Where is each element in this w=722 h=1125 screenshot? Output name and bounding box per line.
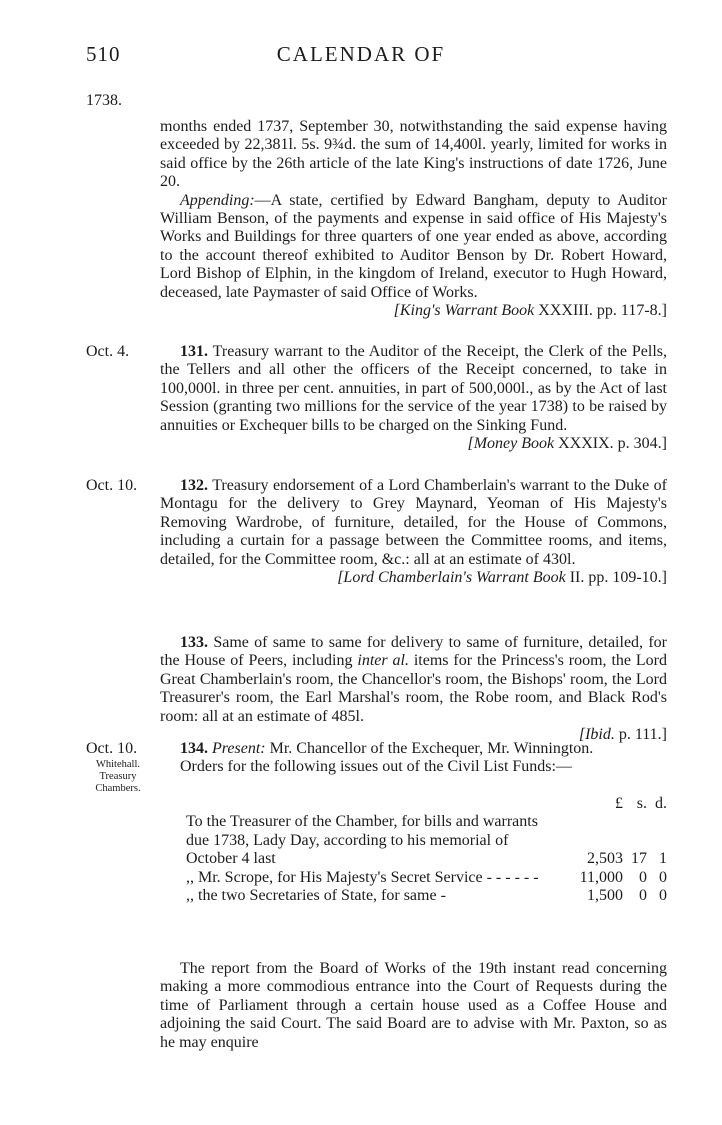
reference-pages: XXXIII. pp. 117-8.]	[538, 302, 667, 320]
issue-pence: 0	[659, 868, 667, 886]
reference-book: [Ibid.	[578, 726, 615, 744]
continuation-text: months ended 1737, September 30, notwithstanding the said expense having exceeded by 22,381l. 5s. 9¾d. the sum of 14,400l. yearly, limited for works in said office by the 26th article of the late King's instructions of date 1726, June 20.	[160, 118, 667, 191]
entry-131	[160, 343, 667, 453]
entry-133	[160, 634, 667, 744]
issue-text: To the Treasurer of the Chamber, for bills and warrants due 1738, Lady Day, according to his memorial of October 4 last	[186, 813, 538, 868]
entry-number: 131.	[180, 343, 208, 360]
appending-label: Appending:	[180, 191, 255, 209]
reference-pages: XXXIX. p. 304.]	[558, 435, 667, 453]
orders-line: Orders for the following issues out of the Civil List Funds:—	[180, 758, 572, 776]
reference-book: [Money Book	[467, 435, 555, 453]
reference	[160, 569, 667, 587]
report-text: The report from the Board of Works of the 19th instant read concerning making a more commodious entrance into the Court of Requests during the time of Parliament through a certain house used as a Coffee House and adjoining the said Court. The said Board are to advise with Mr. Paxton, so as he may enquire	[160, 960, 667, 1051]
margin-year: 1738.	[86, 92, 122, 109]
entry-text-italic: inter al.	[357, 652, 409, 670]
entry-134	[160, 740, 667, 777]
entry-132-date: Oct. 10.	[86, 477, 138, 494]
issues-header	[186, 795, 667, 813]
issue-pounds: 11,000	[579, 868, 623, 886]
present-label: Present:	[212, 740, 266, 757]
col-shillings: s.	[636, 795, 647, 812]
entry-number: 132.	[180, 477, 208, 494]
entry-number: 133.	[180, 634, 208, 651]
issue-shillings: 0	[639, 887, 647, 905]
issue-row	[186, 887, 667, 905]
col-pounds: £	[615, 795, 623, 812]
issue-shillings: 0	[639, 868, 647, 886]
issue-shillings: 17	[631, 850, 647, 868]
entry-continuation	[160, 118, 667, 320]
issue-pounds: 2,503	[587, 850, 623, 868]
entry-text: Treasury endorsement of a Lord Chamberlain's warrant to the Duke of Montagu for the delivery to Grey Maynard, Yeoman of His Majesty's Removing Wardrobe, of furniture, detailed, for the House of Commons, including a curtain for a passage between the Committee rooms, and items, detailed, for the Committee room, &c.: all at an estimate of 430l.	[160, 477, 667, 568]
issue-row	[186, 869, 667, 887]
appending-text: —A state, certified by Edward Bangham, deputy to Auditor William Benson, of the payments and expense in said office of His Majesty's Works and Buildings for three quarters of one year ended as above, according to the account thereof exhibited to Auditor Benson by Dr. Robert Howard, Lord Bishop of Elphin, in the kingdom of Ireland, executor to Hugh Howard, deceased, late Paymaster of said Office of Works.	[160, 191, 667, 301]
entry-132	[160, 477, 667, 587]
entry-text: Treasury warrant to the Auditor of the Receipt, the Clerk of the Pells, the Tellers and all other the officers of the Receipt concerned, to take in 100,000l. in three per cent. annuities, in part of 500,000l., as by the Act of last Session (granting two millions for the service of the year 1738) to be raised by annuities or Exchequer bills to be charged on the Sinking Fund.	[160, 343, 667, 434]
entry-131-date: Oct. 4.	[86, 343, 130, 360]
col-pence: d.	[655, 795, 667, 812]
entry-number: 134.	[180, 740, 208, 757]
appending-paragraph	[160, 192, 667, 302]
place-line: Whitehall.	[95, 759, 141, 770]
entry-134-place	[86, 759, 150, 795]
issue-pounds: 1,500	[587, 887, 623, 905]
issue-text: ,, Mr. Scrope, for His Majesty's Secret Service - - - - - -	[186, 868, 539, 886]
issue-pence: 1	[659, 850, 667, 868]
entry-text-a: Same of same to same for delivery to same of furniture, detailed, for the House of Peers, including	[160, 634, 668, 670]
entry-text-b: items for the Princess's room, the Lord Great Chamberlain's room, the Chancellor's room, the Bishops' room, the Lord Treasurer's room, the Earl Marshal's room, the Robe room, and Black Rod's room: all at an estimate of 485l.	[160, 652, 668, 725]
issues-table	[186, 795, 667, 905]
reference-pages: p. 111.]	[618, 726, 667, 744]
entry-134-date: Oct. 10.	[86, 740, 138, 757]
reference-pages: II. pp. 109-10.]	[569, 569, 667, 587]
entry-134-report	[160, 960, 667, 1052]
reference	[160, 302, 667, 320]
running-title: CALENDAR OF	[276, 42, 446, 66]
present-text: Mr. Chancellor of the Exchequer, Mr. Winnington.	[269, 740, 594, 757]
place-line: Chambers.	[95, 783, 141, 794]
issue-pence: 0	[659, 887, 667, 905]
reference-book: [Lord Chamberlain's Warrant Book	[337, 569, 566, 587]
reference	[160, 435, 667, 453]
issue-text: ,, the two Secretaries of State, for same -	[186, 887, 446, 905]
issue-row	[186, 813, 667, 868]
page-number: 510	[86, 42, 121, 66]
reference-book: [King's Warrant Book	[393, 302, 535, 320]
place-line: Treasury	[99, 771, 137, 782]
